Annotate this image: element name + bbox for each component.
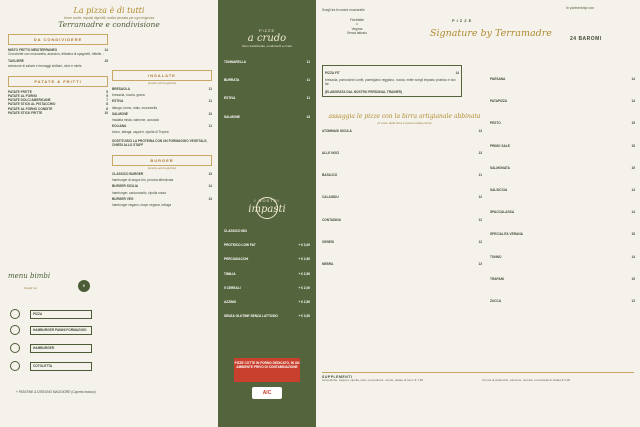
menu-item: SALMONE 13 [112,111,212,116]
impasti-title: impasti [248,204,286,215]
supplementi-text: Aromatiche, capperi, cipolla, olive, pomodorini, rucola, patate al forno € 1,50 [322,378,424,382]
birra-note: (Il costo della birra è escluso dalle pizze) [377,120,432,125]
patate-heading: PATATE & FRITTI [8,76,108,87]
menu-item: CONTADINA 12 [322,217,482,222]
impasto-item: 5 CEREALI + € 2,00 [224,285,310,290]
menu-item-desc: Crocchette con mozzarella, arancino, frittatina di spaghetti, frittelle... [8,52,104,57]
menu-item: CALAIDDU 12 [322,195,482,200]
supplementi [322,372,634,422]
burger-note: (scelta senza glutine) [147,166,177,171]
pizza-fit-note: (ELABORATA DAL NOSTRO PERSONAL TRAINER) [325,89,403,94]
impasti-small: I NOSTRI [254,198,280,203]
menu-item-desc: lattuga, tonno, mais, mozzarella [112,105,158,110]
menu-item: PATATE DOLCI AMERICANE 7 [8,98,108,103]
menu-item: PATATE STICK FRITTE 10 [8,110,108,115]
menu-item: SALMONATA 15 [490,165,635,170]
impasto-item: PROTEICO LOW FAT + € 3,00 [224,243,310,248]
impasto-item: SENZA GLUTINE SENZA LATTOSIO + € 3,50 [224,314,310,319]
menu-item: PATATE FRITTE 5 [8,89,108,94]
menu-item-desc: hamburger di angus bio, provola affumicata [112,178,174,183]
menu-item: TONNARELLA 11 [224,60,310,64]
kids-row: COTOLETTA [8,360,108,372]
menu-item: GENESI 12 [322,239,482,244]
gluten-free-notice: PIZZE COTTE IN FORNO DEDICATO, IN UN AMBIENTE PRIVO DI CONTAMINAZIONE [234,358,300,382]
menu-item: SALMONE 13 [224,114,310,119]
aic-logo: AIC [252,387,282,399]
menu-item: PATATE STICK AL PISTACCHIO 8 [8,102,108,107]
menu-item: TONNO 14 [490,254,635,259]
impasto-item: CLASSICO BIO [224,229,248,233]
menu-item: PIZZA FIT 14 [325,71,459,76]
cutlet-icon [10,361,20,371]
crudo-list [218,60,316,119]
kids-footer: + PATATINE & DISEGNO MAGGIORE (Coperto incluso) [16,390,96,394]
pizza-icon [10,309,20,319]
menu-item: EOLIANA 11 [112,124,212,129]
menu-item: BASILICO 11 [322,173,482,178]
a-crudo-subtitle: forno tradizionale, condimenti a crudo [241,44,293,48]
menu-item: PAESANA 14 [490,77,635,81]
supplementi-title: SUPPLEMENTI [322,375,353,379]
signature-title: Signature by Terramadre [430,28,552,39]
impasto-item: AZZIMO + € 2,50 [224,300,310,305]
kids-badge: € [78,280,90,292]
menu-item: NEBRA 13 [322,262,482,267]
supplementi-body [322,379,634,383]
impasto-item: PERCIASACCHI + € 2,50 [224,257,310,262]
menu-item-desc: selezione di salumi e formaggi siciliani, olive e miele [8,63,82,68]
menu-item: ESTIVA 11 [224,96,310,101]
dacondividere-heading: DA CONDIVIDERE [8,34,108,45]
menu-item: PRIMO SALE 15 [490,143,635,148]
burger-icon [10,325,20,335]
birra-list [322,129,482,266]
menu-item-desc: hamburger, caciocavallo, cipolla rossa [112,190,166,195]
insalate-note: (scelte senza glutine) [147,81,177,85]
menu-item: ALLE NOCI 13 [322,151,482,156]
menu-item: CLASSICO BURGER 13 [112,172,212,177]
mozzarella-options: Fiordilatte o Vegana Senza lattosio [346,18,368,35]
menu-item: SPACCALASSA 14 [490,210,635,215]
menu-item: TAGLIERE 15 [8,59,108,64]
menu-item: ZUCCA 13 [490,299,635,304]
menu-item: BURRATA 11 [224,78,310,83]
menu-item: SALSICCIA 14 [490,188,635,193]
page-title: La pizza è di tutti [73,6,145,15]
a-crudo-title: a crudo [247,33,287,44]
subtitle: forme scelte, impasti digeribili, scelta pensata per ogni esigenza [63,16,155,20]
signature-pizze-label: PIZZE [452,18,474,23]
partner-label: In partnership con [566,6,595,10]
menu-item: BURGER SICILIA 14 [112,184,212,189]
kids-menu [8,272,108,414]
insalate-burger-column [112,70,212,320]
supplementi-text: Crema di pistacchio, salmone, burrata, mozzarella di bufala € 3,00 [482,378,571,382]
menu-item: BURGER VEG 13 [112,196,212,201]
menu-item: TRAPANI 15 [490,276,635,281]
kids-title: menu bimbi [8,272,51,280]
kids-note: Scegli tra: [24,286,38,290]
pizze-label: PIZZE [258,28,276,33]
impasto-item: TIMILIA + € 2,50 [224,271,310,276]
menu-item: MISTO FRITTO MEDITERRANEO 14 [8,48,108,52]
birra-column [322,8,487,418]
menu-item: PATAPIZZA 14 [490,99,635,104]
menu-item: SPECIALITA VERANA 15 [490,232,635,237]
menu-item: PATATE AL FORNO CONDITE 6 [8,106,108,111]
birra-script: assaggia le pizze con la birra artigianale abbinata [328,112,481,120]
mozzarella-note: Scegli tra le nostre mozzarelle [322,8,365,12]
menu-item: BRESAOLA 11 [112,87,212,91]
menu-item-desc: hamburger vegano, mayo vegana, lattuga [112,203,172,208]
insalate-closing: SOSTITUISCI LA PROTEINA CON UN FORMAGGIO VEGETALE, CHIEDI ALLO STAFF [112,138,208,147]
brand-title: Terramadre e condivisione [58,20,160,29]
impasti-list [218,226,316,318]
menu-item-desc: bresaola, pomodorini confit, parmigiano reggiano, rucola, miele scegli impasto proteico e low fat [325,78,456,87]
pizza-fit-box [322,65,462,97]
partner-logo: 24 BAROMI [570,36,602,42]
kids-row: HAMBURGER [8,342,108,354]
menu-item: ESTIVA 11 [112,99,212,104]
burger-heading: BURGER [112,155,212,166]
kids-row: PIZZA [8,308,108,320]
burger-icon [10,343,20,353]
menu-item: PESTO 15 [490,121,635,126]
menu-item-desc: bresaola, rucola, grana [112,93,145,98]
dacondividere-section [8,34,108,115]
menu-item: ATOMMASI SICULA 13 [322,128,482,133]
menu-item-desc: insalata mista, salmone, avocado [112,118,160,123]
menu-item-desc: tonno, lattuga, capperi, cipolla di Tropea [112,130,169,135]
insalate-heading: INSALATE [112,70,212,81]
kids-row: HAMBURGER PANINI FORMAGGIO [8,324,108,336]
menu-item: PATATE AL FORNO 5 [8,94,108,99]
